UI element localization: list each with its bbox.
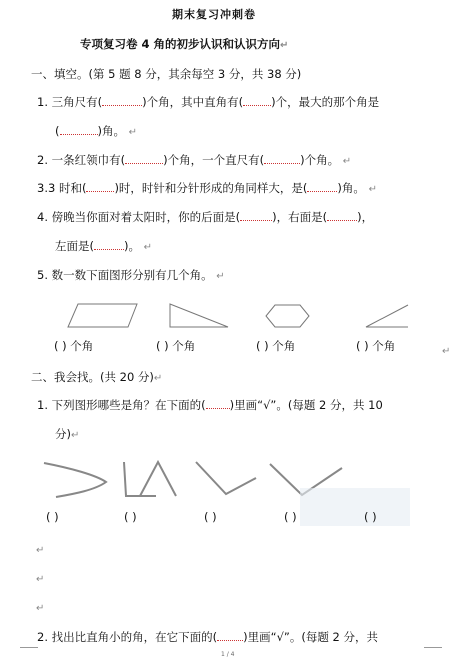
paragraph-mark: ↵ <box>442 346 451 357</box>
q21-paren-1[interactable]: ( ) <box>46 510 59 524</box>
q1-text-b: )个角，其中直角有( <box>142 95 244 109</box>
open-angle-figure <box>124 462 156 496</box>
footer-rule-left <box>20 647 38 648</box>
paragraph-mark: ↵ <box>153 373 163 384</box>
q1-text-e: )角。 <box>97 124 125 138</box>
paragraph-mark: ↵ <box>280 40 289 51</box>
section-1-title: 一、填空。(第 5 题 8 分，其余每空 3 分，共 38 分) <box>31 67 302 81</box>
q5-answer-2[interactable]: ( ) 个角 <box>156 339 196 353</box>
page-number: 1 / 4 <box>221 651 235 658</box>
paragraph-mark: ↵ <box>36 574 45 585</box>
q21-paren-4[interactable]: ( ) <box>284 510 297 524</box>
curve-figure <box>44 463 106 497</box>
paragraph-mark: ↵ <box>36 603 45 614</box>
q21-paren-2[interactable]: ( ) <box>124 510 137 524</box>
q5-text: 5. 数一数下面图形分别有几个角。 <box>37 268 213 282</box>
paragraph-mark: ↵ <box>342 156 352 167</box>
paragraph-mark: ↵ <box>36 545 45 556</box>
q3-text-b: )时，时针和分针形成的角同样大，是( <box>114 181 308 195</box>
q4-text-a: 4. 傍晚当你面对着太阳时，你的后面是( <box>37 210 241 224</box>
q22-text-b: )里画“√”。(每题 2 分，共 <box>243 630 378 644</box>
question-2-2 <box>37 630 378 644</box>
q21-text-a: 1. 下列图形哪些是角？在下面的( <box>37 398 206 412</box>
q5-answer-4[interactable]: ( ) 个角 <box>356 339 396 353</box>
q3-text-c: )角。 <box>337 181 365 195</box>
q3-text-a: 3.3 时和( <box>37 181 87 195</box>
q2-text-b: )个角，一个直尺有( <box>163 153 265 167</box>
q22-blank[interactable] <box>217 640 243 641</box>
footer-rule-right <box>424 647 442 648</box>
q4-text-c: )， <box>357 210 374 224</box>
paragraph-mark: ↵ <box>71 430 80 441</box>
peak-angle-figure <box>140 462 176 496</box>
q21-text-c: 分) <box>55 427 71 441</box>
q1-text-d: ( <box>55 124 60 138</box>
q4-text-b: )，右面是( <box>272 210 328 224</box>
q21-paren-3[interactable]: ( ) <box>204 510 217 524</box>
section-2-text: 二、我会找。(共 20 分) <box>31 370 154 384</box>
q5-answer-3[interactable]: ( ) 个角 <box>256 339 296 353</box>
paragraph-mark: ↵ <box>216 271 225 282</box>
watermark-figure <box>300 488 410 526</box>
bent-line-figure <box>196 462 256 494</box>
q1-text-c: )个，最大的那个角是 <box>271 95 380 109</box>
paragraph-mark: ↵ <box>368 184 377 195</box>
q2-text-a: 2. 一条红领巾有( <box>37 153 126 167</box>
q22-text-a: 2. 找出比直角小的角，在它下面的( <box>37 630 218 644</box>
paragraph-mark: ↵ <box>128 127 138 138</box>
q4-text-d: 左面是( <box>55 239 94 253</box>
q4-text-e: )。 <box>124 239 140 253</box>
paragraph-mark: ↵ <box>143 242 153 253</box>
q2-text-c: )个角。 <box>300 153 340 167</box>
q5-answer-1[interactable]: ( ) 个角 <box>54 339 94 353</box>
subtitle-text: 专项复习卷 4 角的初步认识和认识方向 <box>80 37 281 51</box>
page-title: 期末复习冲刺卷 <box>172 8 256 21</box>
q21-text-b: )里画“√”。(每题 2 分，共 10 <box>229 398 383 412</box>
q1-text-a: 1. 三角尺有( <box>37 95 103 109</box>
q21-paren-5[interactable]: ( ) <box>364 510 377 524</box>
